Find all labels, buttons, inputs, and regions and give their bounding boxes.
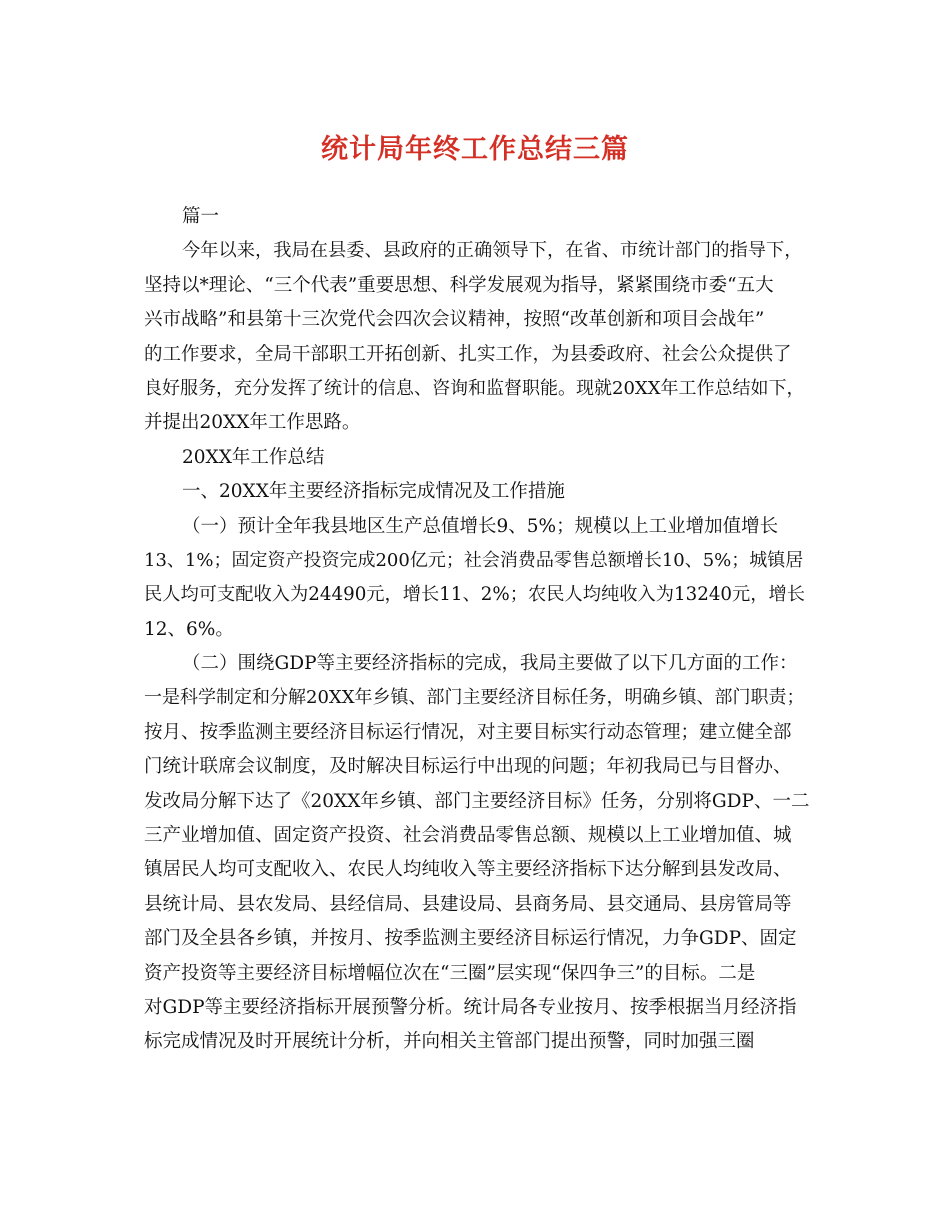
text-line: 标完成情况及时开展统计分析，并向相关主管部门提出预警，同时加强三圈	[144, 1031, 755, 1053]
text-line: 并提出20XX年工作思路。	[144, 412, 361, 434]
text-line: 按月、按季监测主要经济目标运行情况，对主要目标实行动态管理；建立健全部	[144, 721, 792, 743]
text-line: 一、20XX年主要经济指标完成情况及工作措施	[182, 481, 565, 503]
text-line: 坚持以*理论、“三个代表”重要思想、科学发展观为指导，紧紧围绕市委“五大	[144, 274, 774, 296]
text-line: 资产投资等主要经济目标增幅位次在“三圈”层实现“保四争三”的目标。二是	[144, 962, 756, 984]
text-line: 镇居民人均可支配收入、农民人均纯收入等主要经济指标下达分解到县发改局、	[144, 859, 792, 881]
text-line: 门统计联席会议制度，及时解决目标运行中出现的问题；年初我局已与目督办、	[144, 756, 792, 778]
text-line: 今年以来，我局在县委、县政府的正确领导下，在省、市统计部门的指导下，	[182, 240, 803, 262]
document-title: 统计局年终工作总结三篇	[321, 134, 629, 165]
document-body	[144, 200, 810, 1060]
text-line: 发改局分解下达了《20XX年乡镇、部门主要经济目标》任务，分别将GDP、一二	[144, 790, 810, 812]
text-line: 良好服务，充分发挥了统计的信息、咨询和监督职能。现就20XX年工作总结如下，	[144, 377, 805, 399]
text-line: 县统计局、县农发局、县经信局、县建设局、县商务局、县交通局、县房管局等	[144, 893, 792, 915]
text-line: （一）预计全年我县地区生产总值增长9、5%；规模以上工业增加值增长	[182, 515, 779, 537]
text-line: 部门及全县各乡镇，并按月、按季监测主要经济目标运行情况，力争GDP、固定	[144, 928, 797, 950]
text-line: 民人均可支配收入为24490元，增长11、2%；农民人均纯收入为13240元，增长	[144, 584, 806, 606]
text-line: 对GDP等主要经济指标开展预警分析。统计局各专业按月、按季根据当月经济指	[144, 996, 797, 1018]
text-line: （二）围绕GDP等主要经济指标的完成，我局主要做了以下几方面的工作：	[182, 653, 798, 675]
text-line: 13、1%；固定资产投资完成200亿元；社会消费品零售总额增长10、5%；城镇居	[144, 549, 804, 571]
text-line: 的工作要求，全局干部职工开拓创新、扎实工作，为县委政府、社会公众提供了	[144, 343, 792, 365]
text-line: 篇一	[182, 206, 220, 227]
text-line: 兴市战略”和县第十三次党代会四次会议精神，按照“改革创新和项目会战年”	[144, 309, 765, 331]
text-line: 一是科学制定和分解20XX年乡镇、部门主要经济目标任务，明确乡镇、部门职责；	[144, 687, 805, 709]
text-line: 三产业增加值、固定资产投资、社会消费品零售总额、规模以上工业增加值、城	[144, 825, 792, 847]
text-line: 20XX年工作总结	[182, 446, 325, 468]
text-line: 12、6%。	[144, 618, 234, 640]
